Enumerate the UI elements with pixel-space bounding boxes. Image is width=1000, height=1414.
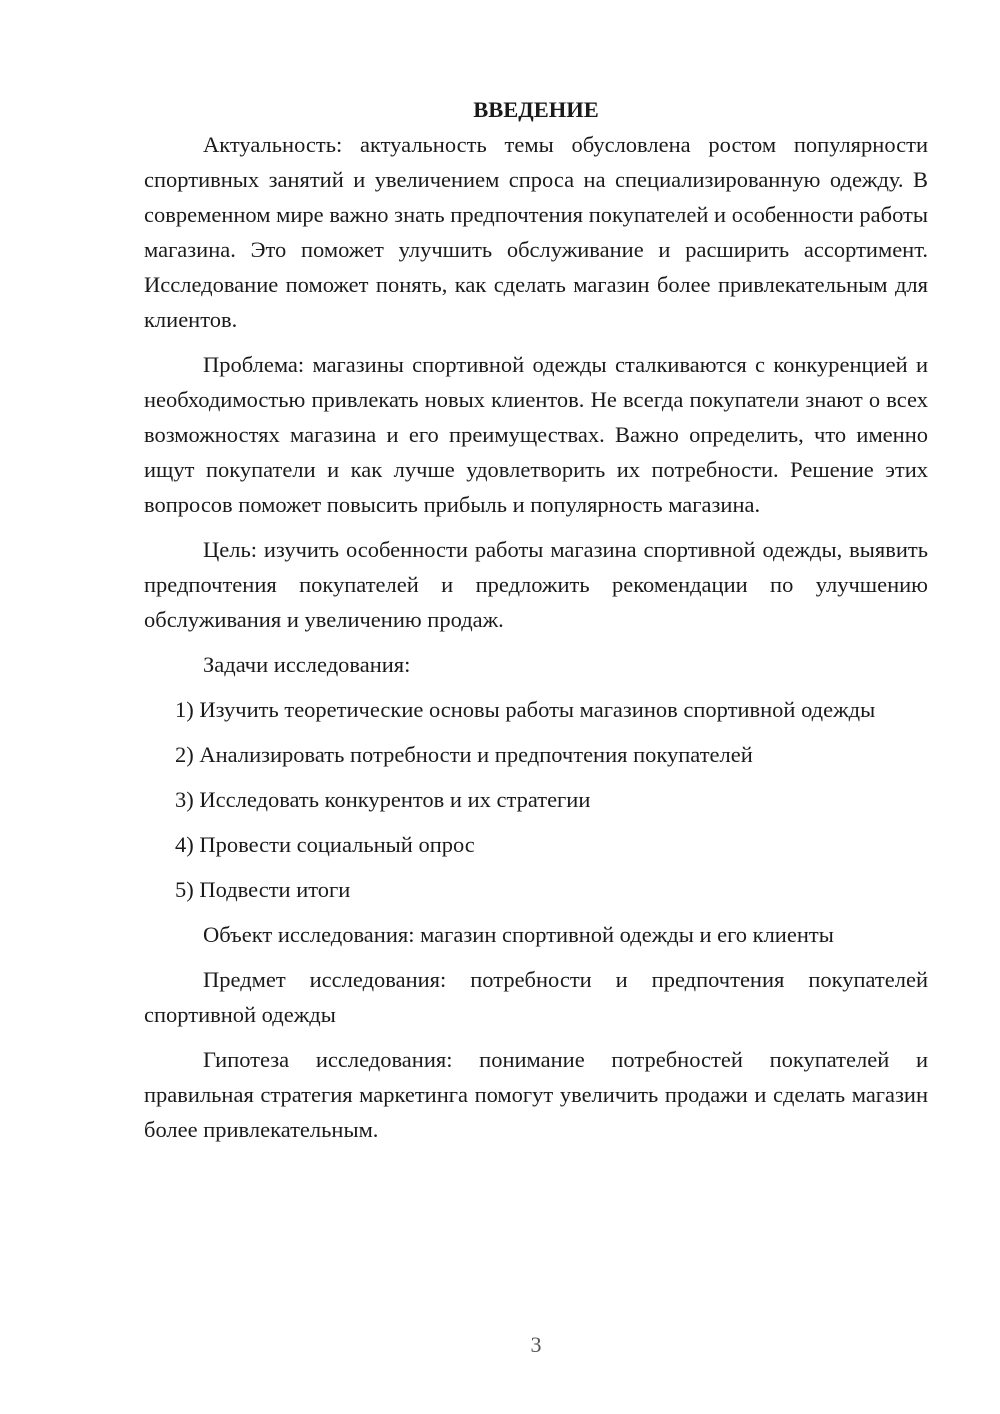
paragraph-problem: Проблема: магазины спортивной одежды сталкиваются с конкуренцией и необходимостью привлекать новых клиентов. Не всегда покупатели знают о всех возможностях магазина и его преимуществах. Важно определить, что именно ищут покупатели и как лучше удовлетворить их потребности. Решение этих вопросов поможет повысить прибыль и популярность магазина. [144,352,928,517]
paragraph-relevance: Актуальность: актуальность темы обусловлена ростом популярности спортивных занятий и увеличением спроса на специализированную одежду. В современном мире важно знать предпочтения покупателей и особенности работы магазина. Это поможет улучшить обслуживание и расширить ассортимент. Исследование поможет понять, как сделать магазин более привлекательным для клиентов. [144,132,928,332]
paragraph-goal: Цель: изучить особенности работы магазина спортивной одежды, выявить предпочтения покупателей и предложить рекомендации по улучшению обслуживания и увеличению продаж. [144,537,928,632]
page-number: 3 [530,1332,542,1357]
task-item-3: 3) Исследовать конкурентов и их стратегии [175,787,591,812]
paragraph-subject: Предмет исследования: потребности и предпочтения покупателей спортивной одежды [144,967,928,1027]
task-item-4: 4) Провести социальный опрос [175,832,475,857]
task-item-5: 5) Подвести итоги [175,877,351,902]
paragraph-hypothesis: Гипотеза исследования: понимание потребностей покупателей и правильная стратегия маркетинга помогут увеличить продажи и сделать магазин более привлекательным. [144,1047,928,1142]
task-item-1: 1) Изучить теоретические основы работы магазинов спортивной одежды [175,697,876,722]
section-title: ВВЕДЕНИЕ [473,97,599,122]
task-item-2: 2) Анализировать потребности и предпочтения покупателей [175,742,753,767]
page-content [144,92,928,1147]
tasks-heading: Задачи исследования: [203,652,411,677]
paragraph-object: Объект исследования: магазин спортивной одежды и его клиенты [203,922,834,947]
